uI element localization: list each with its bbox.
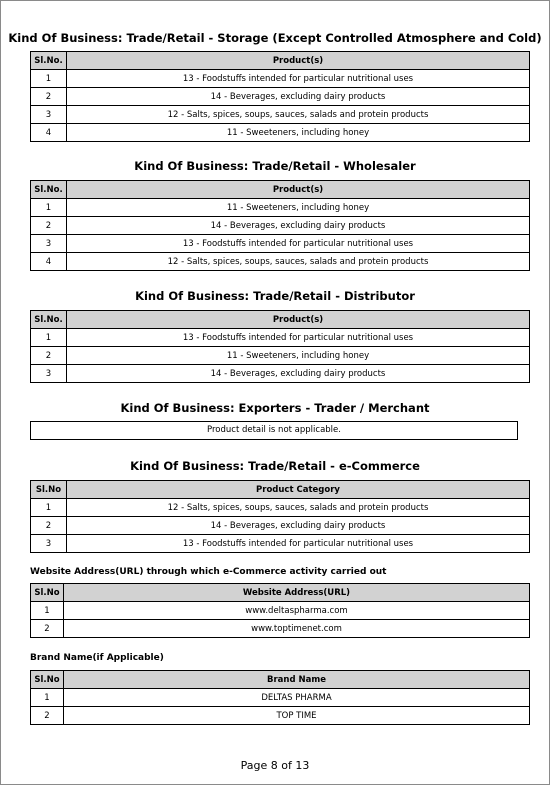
sl-no-cell: 4 xyxy=(31,124,67,142)
sl-no-cell: 3 xyxy=(31,365,67,383)
sl-no-cell: 1 xyxy=(31,70,67,88)
product-cell: 12 - Salts, spices, soups, sauces, salads and protein products xyxy=(67,253,530,271)
brand-name-cell: TOP TIME xyxy=(64,707,530,725)
table-row xyxy=(31,106,530,124)
column-header-products: Product(s) xyxy=(67,52,530,70)
sl-no-cell: 3 xyxy=(31,535,67,553)
product-cell: 13 - Foodstuffs intended for particular nutritional uses xyxy=(67,70,530,88)
product-cell: 14 - Beverages, excluding dairy products xyxy=(67,365,530,383)
sl-no-cell: 1 xyxy=(31,689,64,707)
table-header-row xyxy=(31,52,530,70)
storage-products-table xyxy=(30,51,530,142)
column-header-product-category: Product Category xyxy=(67,481,530,499)
section-title-storage: Kind Of Business: Trade/Retail - Storage (Except Controlled Atmosphere and Cold) xyxy=(8,31,542,45)
table-row xyxy=(31,365,530,383)
column-header-sl-no: Sl.No. xyxy=(31,311,67,329)
sl-no-cell: 1 xyxy=(31,499,67,517)
sl-no-cell: 2 xyxy=(31,707,64,725)
section-title-ecommerce: Kind Of Business: Trade/Retail - e-Commerce xyxy=(130,459,420,473)
sl-no-cell: 2 xyxy=(31,88,67,106)
table-row xyxy=(31,535,530,553)
column-header-sl-no: Sl.No xyxy=(31,584,64,602)
sl-no-cell: 1 xyxy=(31,602,64,620)
table-row xyxy=(31,253,530,271)
not-applicable-note: Product detail is not applicable. xyxy=(30,421,518,440)
product-cell: 11 - Sweeteners, including honey xyxy=(67,347,530,365)
brand-name-table xyxy=(30,670,530,725)
product-cell: 11 - Sweeteners, including honey xyxy=(67,199,530,217)
table-row xyxy=(31,329,530,347)
table-row xyxy=(31,235,530,253)
wholesaler-products-table xyxy=(30,180,530,271)
section-title-distributor: Kind Of Business: Trade/Retail - Distributor xyxy=(135,289,415,303)
product-cell: 13 - Foodstuffs intended for particular nutritional uses xyxy=(67,235,530,253)
column-header-brand-name: Brand Name xyxy=(64,671,530,689)
table-row xyxy=(31,124,530,142)
table-row xyxy=(31,602,530,620)
distributor-products-table xyxy=(30,310,530,383)
sl-no-cell: 2 xyxy=(31,217,67,235)
product-category-cell: 12 - Salts, spices, soups, sauces, salads and protein products xyxy=(67,499,530,517)
ecommerce-category-table xyxy=(30,480,530,553)
sl-no-cell: 3 xyxy=(31,235,67,253)
table-header-row xyxy=(31,311,530,329)
product-cell: 14 - Beverages, excluding dairy products xyxy=(67,217,530,235)
table-row xyxy=(31,217,530,235)
column-header-products: Product(s) xyxy=(67,311,530,329)
website-url-cell: www.toptimenet.com xyxy=(64,620,530,638)
table-row xyxy=(31,70,530,88)
table-header-row xyxy=(31,181,530,199)
section-title-exporters: Kind Of Business: Exporters - Trader / Merchant xyxy=(120,401,430,415)
product-cell: 13 - Foodstuffs intended for particular nutritional uses xyxy=(67,329,530,347)
table-row xyxy=(31,199,530,217)
table-row xyxy=(31,707,530,725)
section-title-wholesaler: Kind Of Business: Trade/Retail - Wholesaler xyxy=(134,159,416,173)
product-cell: 14 - Beverages, excluding dairy products xyxy=(67,88,530,106)
column-header-sl-no: Sl.No. xyxy=(31,181,67,199)
sl-no-cell: 2 xyxy=(31,517,67,535)
table-row xyxy=(31,347,530,365)
sl-no-cell: 2 xyxy=(31,347,67,365)
product-cell: 11 - Sweeteners, including honey xyxy=(67,124,530,142)
website-url-cell: www.deltaspharma.com xyxy=(64,602,530,620)
page-number: Page 8 of 13 xyxy=(240,759,310,772)
table-row xyxy=(31,517,530,535)
product-cell: 12 - Salts, spices, soups, sauces, salads and protein products xyxy=(67,106,530,124)
column-header-products: Product(s) xyxy=(67,181,530,199)
column-header-website-address: Website Address(URL) xyxy=(64,584,530,602)
website-url-table xyxy=(30,583,530,638)
table-row xyxy=(31,88,530,106)
brand-name-cell: DELTAS PHARMA xyxy=(64,689,530,707)
website-section-title: Website Address(URL) through which e-Commerce activity carried out xyxy=(30,567,387,577)
column-header-sl-no: Sl.No xyxy=(31,481,67,499)
table-header-row xyxy=(31,671,530,689)
table-header-row xyxy=(31,481,530,499)
column-header-sl-no: Sl.No xyxy=(31,671,64,689)
sl-no-cell: 2 xyxy=(31,620,64,638)
column-header-sl-no: Sl.No. xyxy=(31,52,67,70)
sl-no-cell: 3 xyxy=(31,106,67,124)
brand-section-title: Brand Name(if Applicable) xyxy=(30,653,164,663)
table-row xyxy=(31,620,530,638)
sl-no-cell: 1 xyxy=(31,329,67,347)
sl-no-cell: 4 xyxy=(31,253,67,271)
table-row xyxy=(31,689,530,707)
product-category-cell: 14 - Beverages, excluding dairy products xyxy=(67,517,530,535)
table-header-row xyxy=(31,584,530,602)
product-category-cell: 13 - Foodstuffs intended for particular nutritional uses xyxy=(67,535,530,553)
sl-no-cell: 1 xyxy=(31,199,67,217)
table-row xyxy=(31,499,530,517)
